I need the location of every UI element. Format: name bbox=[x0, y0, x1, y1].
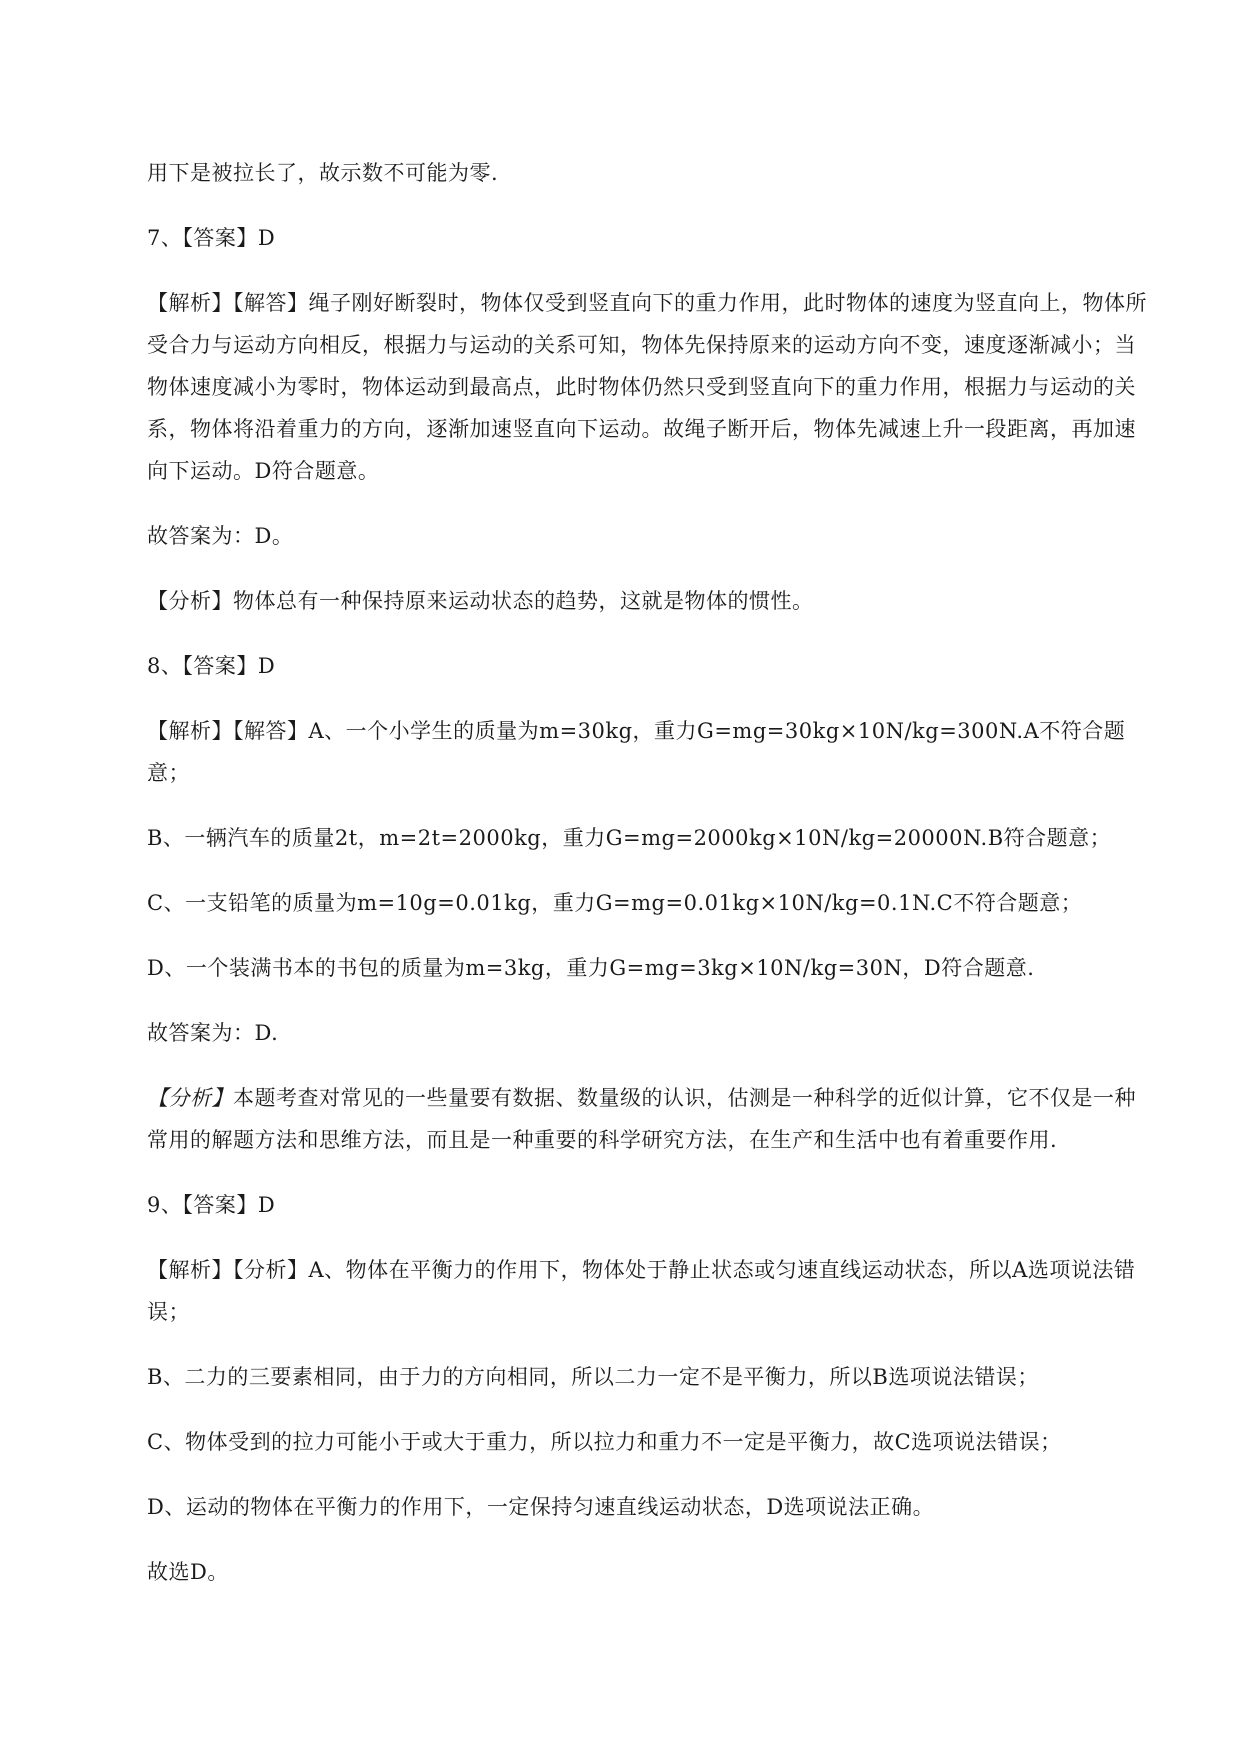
document-body bbox=[147, 152, 1147, 1616]
explanation-8-a: 【解析】【解答】A、一个小学生的质量为m=30kg，重力G=mg=30kg×10N/kg=300N.A不符合题意； bbox=[147, 719, 1126, 785]
explanation-9-a: 【解析】【分析】A、物体在平衡力的作用下，物体处于静止状态或匀速直线运动状态，所以A选项说法错误； bbox=[147, 1258, 1136, 1324]
paragraph-continuation: 用下是被拉长了，故示数不可能为零. bbox=[147, 161, 499, 185]
explanation-8-c: C、一支铅笔的质量为m=10g=0.01kg，重力G=mg=0.01kg×10N/kg=0.1N.C不符合题意； bbox=[147, 891, 1083, 915]
explanation-7: 【解析】【解答】绳子刚好断裂时，物体仅受到竖直向下的重力作用，此时物体的速度为竖直向上，物体所受合力与运动方向相反，根据力与运动的关系可知，物体先保持原来的运动方向不变，速度逐渐减小；当物体速度减小为零时，物体运动到最高点，此时物体仍然只受到竖直向下的重力作用，根据力与运动的关系，物体将沿着重力的方向，逐渐加速竖直向下运动。故绳子断开后，物体先减速上升一段距离，再加速向下运动。D符合题意。 bbox=[147, 291, 1147, 483]
explanation-9-c: C、物体受到的拉力可能小于或大于重力，所以拉力和重力不一定是平衡力，故C选项说法错误； bbox=[147, 1430, 1062, 1454]
answer-heading-8: 8、【答案】D bbox=[147, 654, 276, 678]
answer-heading-9: 9、【答案】D bbox=[147, 1193, 276, 1217]
explanation-8-d: D、一个装满书本的书包的质量为m=3kg，重力G=mg=3kg×10N/kg=30N，D符合题意. bbox=[147, 956, 1035, 980]
answer-heading-7: 7、【答案】D bbox=[147, 226, 276, 250]
analysis-8 bbox=[147, 1077, 1147, 1161]
analysis-7: 【分析】物体总有一种保持原来运动状态的趋势，这就是物体的惯性。 bbox=[147, 589, 814, 613]
explanation-8-b: B、一辆汽车的质量2t，m=2t=2000kg，重力G=mg=2000kg×10N/kg=20000N.B符合题意； bbox=[147, 826, 1112, 850]
analysis-8-text: 本题考查对常见的一些量要有数据、数量级的认识，估测是一种科学的近似计算，它不仅是一种常用的解题方法和思维方法，而且是一种重要的科学研究方法，在生产和生活中也有着重要作用. bbox=[147, 1086, 1136, 1152]
final-answer-7: 故答案为：D。 bbox=[147, 524, 294, 548]
explanation-9-d: D、运动的物体在平衡力的作用下，一定保持匀速直线运动状态，D选项说法正确。 bbox=[147, 1495, 935, 1519]
explanation-9-b: B、二力的三要素相同，由于力的方向相同，所以二力一定不是平衡力，所以B选项说法错误； bbox=[147, 1365, 1039, 1389]
final-answer-8: 故答案为：D. bbox=[147, 1021, 279, 1045]
final-answer-9: 故选D。 bbox=[147, 1560, 229, 1584]
analysis-8-label: 【分析】 bbox=[147, 1086, 233, 1110]
